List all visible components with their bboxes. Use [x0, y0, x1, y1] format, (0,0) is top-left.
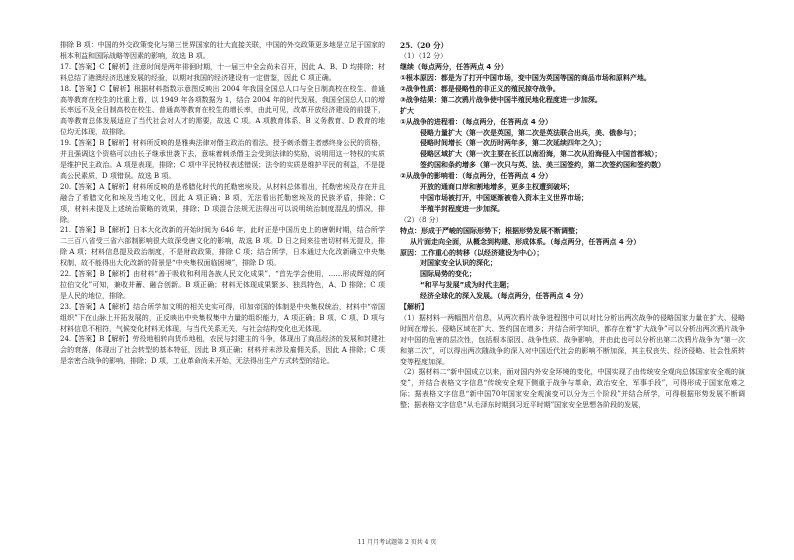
answer-line: 侵略力量扩大（第一次是英国，第二次是英法联合出兵，美、俄参与）； — [420, 128, 641, 137]
answer-paragraph: 18.【答案】C【解析】根据材料指数示意图反映出 2004 年我国全国总人口与全日制高校在校生、普通高等教育在校生的比重上看，以 1949 年各项数据为 1，结合 2004 年的时代发展，我国全国总人口的增长率远不及全日制高校在校生、普通高等教育在校生的增长率，由此可见，改革开放经济建设的前提下，高等教育总体发展适应了当代社会对人才的需要，故选 C 项。A 项教育体系、B 义务教育、D 教育的地位均无体现，故排除。 — [60, 84, 385, 137]
answer-line: 国际局势的变化； — [420, 270, 476, 279]
answer-line: （2）（8 分） — [400, 215, 443, 224]
answer-line: （2）据材料二“新中国成立以来，面对国内外安全环境的变化，中国实现了由传统安全观向总体国家安全观的演变”，并结合表格文字信息“传统安全观下侧重于战争与革命、政治安全，军事手段”，可得形成于国家危难之际；据表格文字信息“新中国70年国家安全观演变可以分为三个阶段”并结合所学，可得根据形势发展不断调整；据表格文字信息“从毛泽东时期到习近平时期”国家安全思想各阶段的发展， — [400, 368, 745, 410]
answer-line: （1）据材料一两幅图片信息，从两次鸦片战争进程图中可以对比分析出两次战争的侵略国家力量在扩大、侵略时间在增长、侵略区域在扩大、签约国在增多；并结合所学知识，都存在着“扩大战争”可以分析出两次鸦片战争对中国的危害的层次性，包括根本原因、战争性质、战争影响，并由此也可以分析出第二次鸦片战争为“第一次和第二次”，可以得出两次随战争的深入对中国近代社会的影响不断加深，其主权丧失、经济侵略、社会性质转变等程度加深。 — [400, 313, 745, 366]
answer-line: 特点：形成于严峻的国际形势下；根据形势发展不断调整； — [400, 226, 582, 235]
answer-line: ①根本原因：都是为了打开中国市场，变中国为英国等国的商品市场和原料产地。 — [400, 74, 651, 83]
answer-line: 扩大 — [400, 106, 414, 115]
answer-line: 25.（20 分） — [400, 41, 448, 50]
answer-paragraph: 17.【答案】C【解析】注意时间是两年徘徊时期，十一届三中全会尚未召开，因此 A、B、D 均排除；材料总结了港澳经济迅速发展的经验，以期对我国的经济建设有一定借鉴，因此 C 项正确。 — [60, 62, 385, 82]
answer-paragraph: 23.【答案】A【解析】结合所学加文明的相关史实可得，印加帝国的体制是中央集权统治，材料中“帝国组织”下在山脉上开拓发展的，正反映出中央集权集中力量的组织能力，A 项正确；B 项、C 项、D 项与材料信息不相符，气候变化材料无体现，与当代关系无关，与社会结构变化也无体现。 — [60, 302, 385, 333]
answer-line: 从片面走向全面，从概念到构建、形成体系。（每点两分，任答两点 4 分） — [410, 237, 641, 246]
answer-line: 中国市场被打开，中国逐渐被卷入资本主义世界市场； — [420, 193, 588, 202]
answer-line: 侵略时间增长（第一次历时两年多，第二次延续四年之久）； — [420, 139, 606, 148]
answer-line: 原因：工作重心的转移（以经济建设为中心）； — [400, 248, 544, 257]
right-column — [400, 40, 745, 411]
answer-paragraph: 19.【答案】B【解析】材料所反映的是雅典法律对僭主政治的看法。授予刺杀僭主者感终身公民的资格，并且强调这个资格可以由长子继承世袭下去，意味着刺杀僭主会受到法律的奖励，说明用这一特权的实质是维护民主政治。A 项是表现，排除；C 项中平民特权表述错误；法令的实质是维护平民的利益，不是提高公民素质，D 项错误。故选 B 项。 — [60, 139, 385, 180]
answer-line: ②战争性质：都是侵略性的非正义的殖民掠夺战争。 — [400, 84, 560, 93]
answer-line: 侵略区域扩大（第一次主要在长江以南沿海，第二次从沿海侵入中国首都城）； — [420, 150, 662, 159]
answer-paragraph: 20.【答案】A【解析】材料所反映的是希腊化时代的托勒密埃及。从材料总体看出，托勒密埃及存在并且融合了希腊文化和埃及当地文化，因此 A 项正确；B 项，无法看出托勒密埃及的民族矛盾，排除；C 项，材料未提及上述统治策略的效果，排除；D 项混合法规无法得出可以说明统治制度混乱的情况，排除。 — [60, 182, 385, 224]
answer-line: 对国家安全认识的深化； — [420, 259, 497, 268]
answer-line: 开放的通商口岸和割地增多，更多主权遭到破坏； — [420, 183, 574, 192]
answer-line: 签约国和条约增多（第一次只与英、法、美三国签约，第二次签约国和签约数） — [420, 161, 665, 170]
answer-line: 继续（每点两分，任答两点 4 分） — [400, 63, 508, 72]
answer-line: 经济全球化的深入发展。（每点两分，任答两点 4 分） — [420, 292, 588, 301]
answer-paragraph: 24.【答案】B【解析】劳役地租转向货币地租，农民与封建主的斗争，体现出了商品经济的发展和封建社会的衰落，体现出了社会转型的基本特征，因此 B 项正确；材料并未涉及雇佣关系，因此 A 排除；C 项是亲密合战争的影响，排除；D 项，工业革命尚未开始，无法得出生产方式转型的结论。 — [60, 335, 385, 366]
answer-line: ③战争结果：第二次鸦片战争使中国半殖民地化程度进一步加深。 — [400, 95, 602, 104]
answer-line: 半殖半封程度进一步加深。 — [420, 204, 504, 213]
answer-paragraph: 排除 B 项：中国的外交政策变化与第三世界国家的壮大直接关联，中国的外交政策更多地是立足于国家的根本利益和国际战略等因素的影响，故选 B 项。 — [60, 41, 385, 60]
answer-paragraph: 22.【答案】B【解析】由材料“善于吸收和利用各族人民文化成果”、“首先学会使用，……形成辉煌的阿拉伯文化”可知，兼收并蓄、融合创新。B 项正确；材料无体现成果繁多、独具特色，A、D 排除；C 项是人民的地位，排除。 — [60, 270, 385, 300]
answer-line: “和平与发展”成为时代主题； — [420, 281, 514, 290]
answer-line: （1）（12 分） — [400, 52, 448, 61]
answer-line: 【解析】 — [400, 303, 428, 312]
answer-line: ②从战争的影响看：（每点两分，任答两点 4 分） — [400, 172, 553, 181]
answer-line: ①从战争的进程看：（每点两分，任答两点 4 分） — [400, 117, 553, 126]
page-footer: 11 月月考试题第 2 页共 4 页 — [357, 539, 437, 546]
left-column — [60, 40, 385, 367]
answer-paragraph: 21.【答案】B【解析】日本大化改新的开始时间为 646 年，此时正是中国历史上的唐朝时期，结合所学二三百八省受三省六部制影响很大故深受唐文化的影响，故选 B 项。D 日之间来往密切材料无提及，排除 A 项；材料信息提及政治制度，不是财政政策，排除 C 项；结合所学，日本通过大化改新确立中央集权制，故不能得出大化改新的背景是“中央集权面临困境”，排除 D 项。 — [60, 226, 385, 268]
